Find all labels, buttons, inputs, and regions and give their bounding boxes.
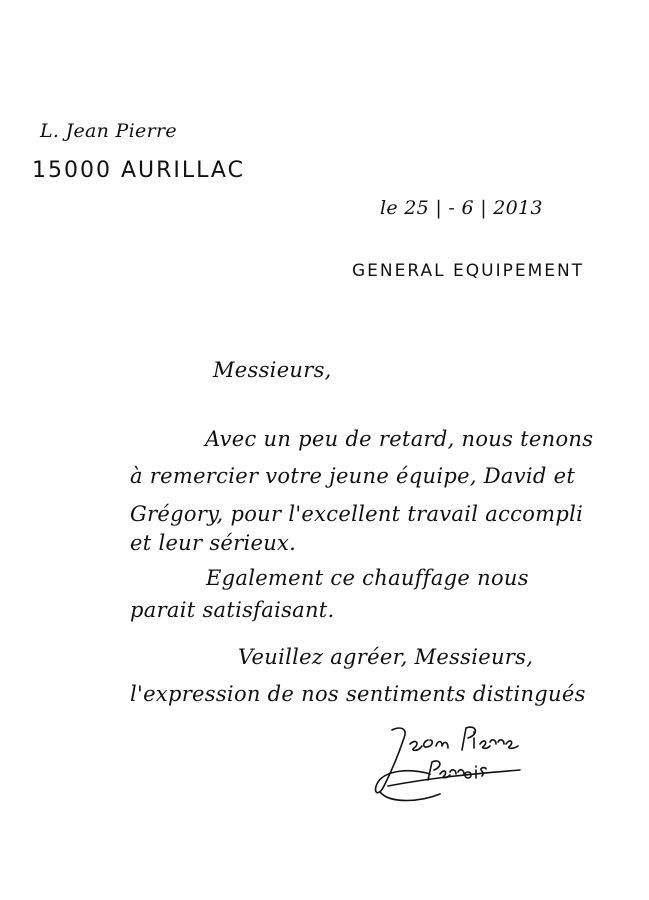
sender-name: L. Jean Pierre: [40, 120, 177, 142]
handwritten-signature: [370, 722, 610, 812]
sender-city: 15000 AURILLAC: [32, 158, 245, 183]
recipient-name: GENERAL EQUIPEMENT: [352, 261, 585, 281]
closing-line: Veuillez agréer, Messieurs,: [238, 645, 534, 669]
salutation: Messieurs,: [213, 358, 332, 382]
body-line: Egalement ce chauffage nous: [206, 566, 529, 590]
closing-line: l'expression de nos sentiments distingués: [130, 682, 586, 706]
body-line: parait satisfaisant.: [130, 598, 335, 622]
body-line: et leur sérieux.: [130, 531, 297, 555]
letter-date: le 25 | - 6 | 2013: [380, 197, 543, 219]
body-line: Avec un peu de retard, nous tenons: [205, 427, 594, 451]
body-line: Grégory, pour l'excellent travail accompli: [130, 502, 584, 526]
body-line: à remercier votre jeune équipe, David et: [130, 464, 576, 488]
